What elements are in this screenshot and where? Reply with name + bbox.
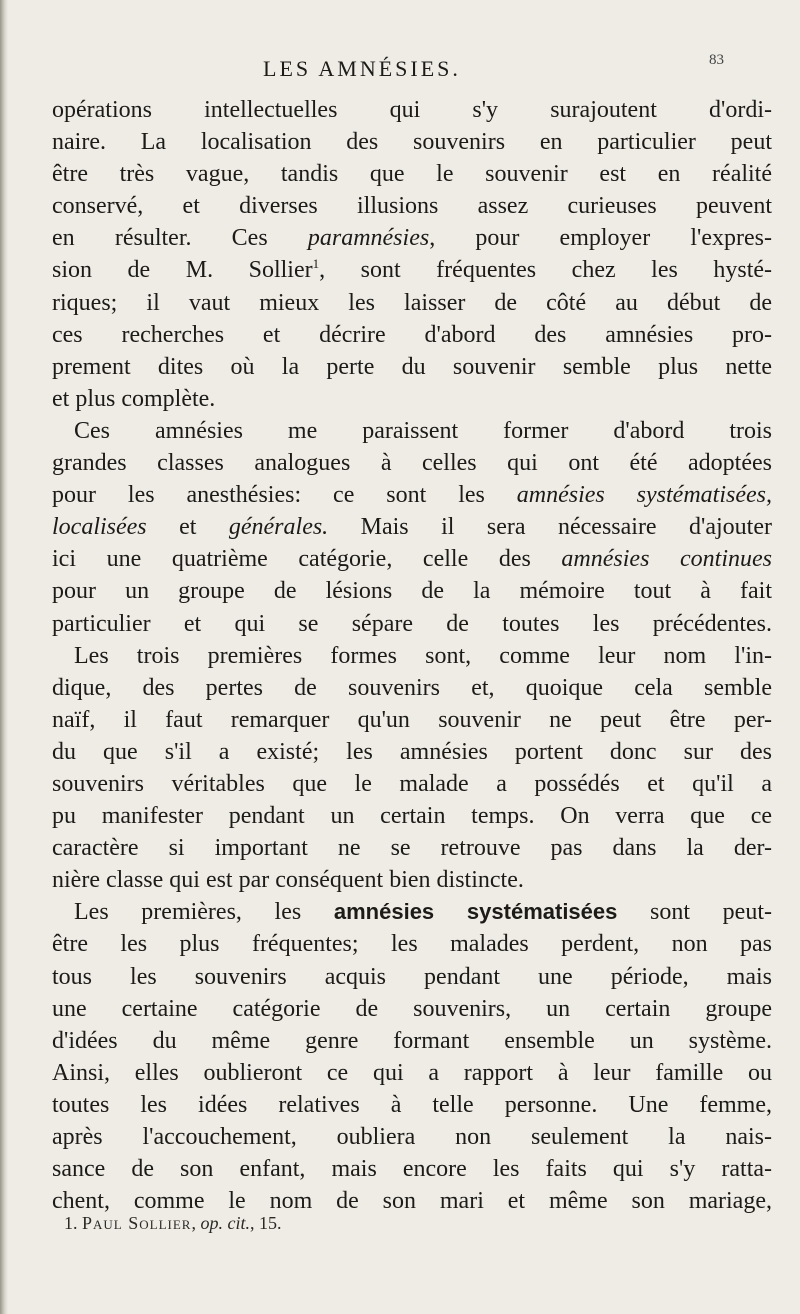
text-line: nière classe qui est par conséquent bien distincte. <box>52 867 524 894</box>
page-gutter-shadow <box>0 0 8 1314</box>
text-line: en résulter. Ces paramnésies, pour employer l'expres- <box>52 225 772 252</box>
text-line: Ces amnésies me paraissent former d'abord trois <box>74 417 772 444</box>
bold-term: amnésies systématisées <box>333 899 618 925</box>
footnote-ref: op. cit. <box>200 1213 250 1233</box>
text-line: pour les anesthésies: ce sont les amnésies systématisées, <box>52 482 772 509</box>
text-line: souvenirs véritables que le malade a possédés et qu'il a <box>52 770 772 797</box>
text-line: pour un groupe de lésions de la mémoire tout à fait <box>52 578 772 605</box>
text-line: après l'accouchement, oubliera non seulement la nais- <box>52 1124 772 1150</box>
italic-term: générales. <box>228 514 329 541</box>
text-line: Les trois premières formes sont, comme leur nom l'in- <box>74 642 772 669</box>
text-line: ici une quatrième catégorie, celle des amnésies continues <box>52 546 772 573</box>
text-line: Ainsi, elles oublieront ce qui a rapport à leur famille ou <box>52 1059 772 1086</box>
italic-term: paramnésies <box>307 225 430 252</box>
italic-term: amnésies continues <box>561 546 772 573</box>
text-line: d'idées du même genre formant ensemble un système. <box>52 1027 772 1054</box>
text-line: et plus complète. <box>52 385 216 412</box>
text-line: prement dites où la perte du souvenir semble plus nette <box>52 353 772 380</box>
text-line: tous les souvenirs acquis pendant une période, mais <box>52 963 772 990</box>
running-head <box>0 52 800 84</box>
footnote-page: , 15. <box>249 1213 282 1233</box>
text-line: chent, comme le nom de son mari et même son mariage, <box>52 1188 772 1215</box>
text-line: ces recherches et décrire d'abord des amnésies pro- <box>52 321 772 348</box>
text-line: sance de son enfant, mais encore les faits qui s'y ratta- <box>52 1156 772 1183</box>
page-number: 83 <box>709 52 724 68</box>
text-line: caractère si important ne se retrouve pas dans la der- <box>52 835 772 862</box>
text-line: particulier et qui se sépare de toutes les précédentes. <box>52 610 772 637</box>
text-line: sion de M. Sollier$^1$, sont fréquentes chez les hysté- <box>52 256 773 284</box>
text-line: conservé, et diverses illusions assez curieuses peuvent <box>52 193 772 220</box>
text-line: Les premières, les amnésies systématisées sont peut- <box>74 899 772 926</box>
text-line: opérations intellectuelles qui s'y surajoutent d'ordi- <box>52 97 772 123</box>
text-line: pu manifester pendant un certain temps. On verra que ce <box>52 803 772 830</box>
italic-term: localisées <box>52 514 147 541</box>
footnote: 1. Paul Sollier, op. cit., 15. <box>64 1213 282 1233</box>
text-line: être les plus fréquentes; les malades perdent, non pas <box>52 931 772 958</box>
text-line: toutes les idées relatives à telle personne. Une femme, <box>52 1091 772 1118</box>
text-line: naïf, il faut remarquer qu'un souvenir ne peut être per- <box>52 706 772 733</box>
footnote-number: 1. <box>64 1213 78 1233</box>
footnote-marker: 1 <box>312 256 320 272</box>
body-text <box>52 94 772 1217</box>
text-line: dique, des pertes de souvenirs et, quoique cela semble <box>52 674 772 701</box>
text-line: riques; il vaut mieux les laisser de côté au début de <box>52 289 772 316</box>
italic-term: amnésies systématisées, <box>516 482 772 509</box>
text-line: une certaine catégorie de souvenirs, un certain groupe <box>52 995 772 1022</box>
footnote-author: Paul Sollier <box>82 1213 192 1233</box>
text-line: naire. La localisation des souvenirs en particulier peut <box>52 129 772 156</box>
text-line: du que s'il a existé; les amnésies portent donc sur des <box>52 738 772 765</box>
text-line: être très vague, tandis que le souvenir est en réalité <box>52 161 772 188</box>
running-title: LES AMNÉSIES. <box>263 56 461 81</box>
text-line: localisées et générales. Mais il sera nécessaire d'ajouter <box>52 514 772 541</box>
text-line: grandes classes analogues à celles qui ont été adoptées <box>52 450 772 477</box>
